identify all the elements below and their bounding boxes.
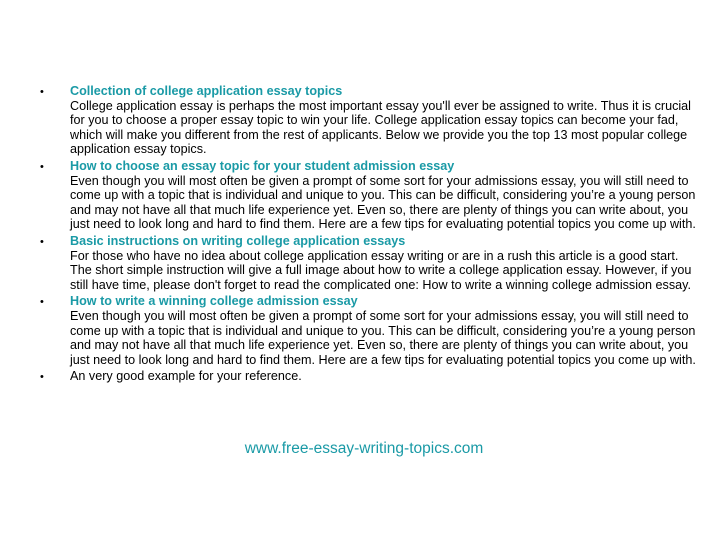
bullet-icon: • (40, 371, 44, 384)
list-item (38, 234, 698, 292)
item-description: An very good example for your reference. (70, 369, 302, 384)
bullet-icon: • (40, 86, 44, 98)
list-item (38, 294, 698, 367)
list-item (38, 369, 698, 384)
bullet-icon: • (40, 160, 44, 173)
bullet-icon: • (40, 235, 44, 248)
item-title-link[interactable]: Collection of college application essay topics (70, 84, 343, 98)
bullet-list (38, 84, 698, 386)
list-item (38, 84, 698, 157)
item-title-link[interactable]: Basic instructions on writing college application essays (70, 233, 406, 248)
item-description: College application essay is perhaps the most important essay you'll ever be assigned to write. Thus it is crucial for you to choose a proper essay topic to win your life. College application essay topics can become your fad, which will make you different from the rest of applicants. Below we provide you the top 13 most popular college application essay topics. (70, 98, 691, 157)
item-title-link[interactable]: How to choose an essay topic for your student admission essay (70, 158, 455, 173)
item-description: Even though you will most often be given a prompt of some sort for your admissions essay, you will still need to come up with a topic that is individual and unique to you. This can be difficult, considering you’re a young person and may not have all that much life experience yet. Even so, there are plenty of things you can write about, you just need to look long and hard to find them. Here are a few tips for evaluating potential topics you come up with. (70, 308, 696, 367)
website-link[interactable]: www.free-essay-writing-topics.com (244, 440, 484, 457)
item-description: For those who have no idea about college application essay writing or are in a rush this article is a good start. The short simple instruction will give a full image about how to write a college application essay. However, if you still have time, please don't forget to read the complicated one: How to write a winning college admission essay. (70, 248, 692, 292)
bullet-icon: • (40, 296, 44, 309)
list-item (38, 159, 698, 232)
item-title-link[interactable]: How to write a winning college admission essay (70, 294, 358, 309)
item-description: Even though you will most often be given a prompt of some sort for your admissions essay, you will still need to come up with a topic that is individual and unique to you. This can be difficult, considering you’re a young person and may not have all that much life experience yet. Even so, there are plenty of things you can write about, you just need to look long and hard to find them. Here are a few tips for evaluating potential topics you come up with. (70, 173, 696, 232)
